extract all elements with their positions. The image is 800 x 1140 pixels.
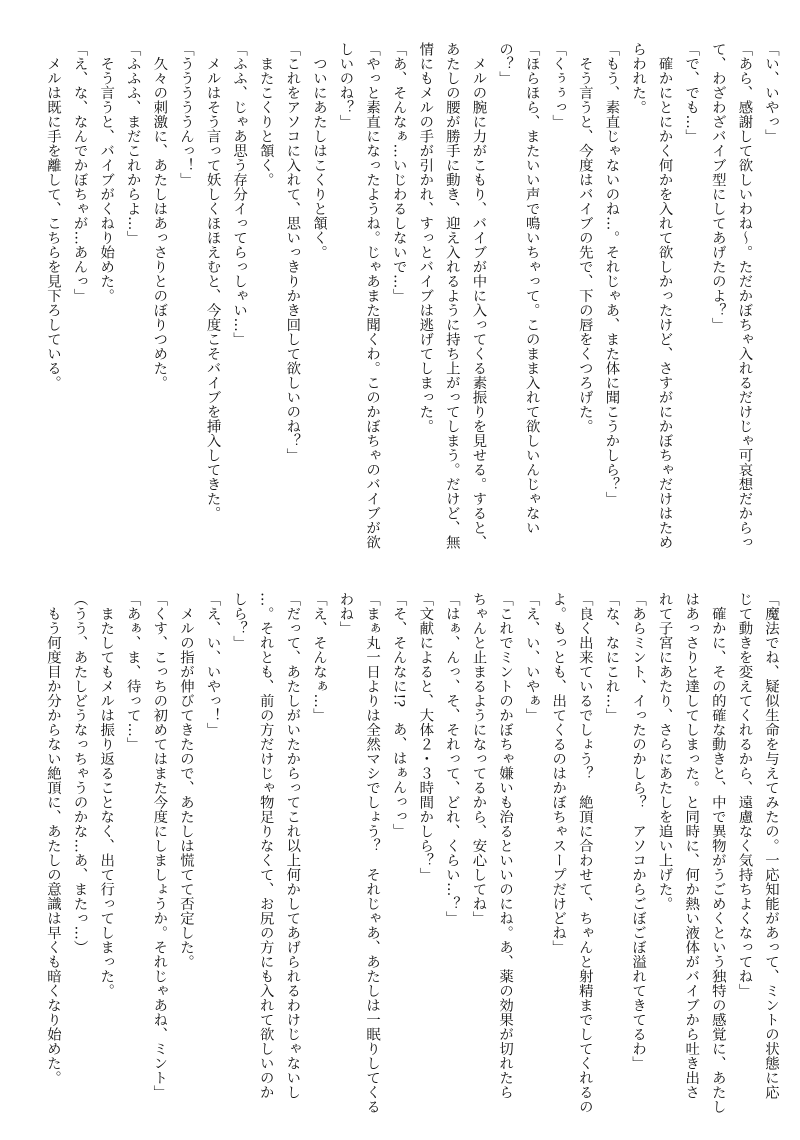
text-column: はあっさりと達してしまった。と同時に、何か熱い液体がバイブから吐き出さ bbox=[683, 592, 700, 1100]
text-column: 「い、いやっ」 bbox=[763, 42, 779, 144]
text-column: 確かに、その的確な動きと、中で異物がうごめくという独特の感覚に、あたし bbox=[709, 592, 726, 1114]
text-column: 「良く出来ているでしょう？ 絶頂に合わせて、ちゃんと射精までしてくれるの bbox=[576, 592, 593, 1114]
text-column: またこくりと頷く。 bbox=[257, 42, 274, 187]
text-column: らわれた。 bbox=[630, 42, 647, 115]
text-column: メルは既に手を離して、こちらを見下ろしている。 bbox=[44, 42, 61, 390]
text-column: 「くぅぅっ」 bbox=[550, 42, 567, 129]
text-column: 「あぁ、ま、待って…」 bbox=[124, 592, 141, 752]
text-column: て、わざわざバイブ型にしてあげたのよ？」 bbox=[709, 42, 726, 332]
text-column: あたしの腰が勝手に動き、迎え入れるように持ち上がってしまう。だけど、無 bbox=[443, 42, 460, 550]
text-column: 「これでミントのかぼちゃ嫌いも治るといいのにね。あ、薬の効果が切れたら bbox=[497, 592, 514, 1100]
text-column: そう言うと、バイブがくねり始めた。 bbox=[98, 42, 115, 303]
text-column: 「これをアソコに入れて、思いっきりかき回して欲しいのね？」 bbox=[284, 42, 301, 463]
text-column: 「え、そんなぁ…」 bbox=[310, 592, 327, 723]
text-column: 「そ、そんなに!? あ、はぁんっっ」 bbox=[390, 592, 407, 838]
text-column: 「え、い、いやぁ」 bbox=[523, 592, 540, 723]
text-column: （うう、あたしどうなっちゃうのかな…あ、またっ…） bbox=[71, 592, 88, 955]
text-column: 「え、な、なんでかぼちゃが…あんっ」 bbox=[71, 42, 88, 303]
text-column: 「あらミント、イったのかしら？ アソコからごぼごぼ溢れてきてるわ」 bbox=[630, 592, 647, 1071]
text-column: 「魔法でね、疑似生命を与えてみたの。一応知能があって、ミントの状態に応 bbox=[763, 592, 779, 1100]
text-column: よ。もっとも、出てくるのはかぼちゃスープだけどね」 bbox=[550, 592, 567, 955]
text-column: の？」 bbox=[497, 42, 514, 86]
text-column: 情にもメルの手が引かれ、すっとバイブは逃げてしまった。 bbox=[417, 42, 434, 434]
text-column: 「もう、素直じゃないのね…。それじゃあ、また体に聞こうかしら？」 bbox=[603, 42, 620, 506]
text-column: 「文献によると、大体２・３時間かしら？」 bbox=[417, 592, 434, 882]
text-column: 「はぁ、んっ、そ、それって、どれ、くらい…？」 bbox=[443, 592, 460, 926]
text-column: れて子宮にあたり、さらにあたしを追い上げた。 bbox=[656, 592, 673, 911]
text-column: 「だって、あたしがいたからってこれ以上何かしてあげられるわけじゃないし bbox=[284, 592, 301, 1100]
text-column: 「くす、こっちの初めてはまた今度にしましょうか。それじゃあね、ミント」 bbox=[151, 592, 168, 1100]
text-column: じて動きを変えてくれるから、遠慮なく気持ちよくなってね」 bbox=[736, 592, 753, 998]
text-column: 「ふふふ、まだこれからよ…」 bbox=[124, 42, 141, 245]
text-column: メルはそう言って妖しくほほえむと、今度こそバイブを挿入してきた。 bbox=[204, 42, 221, 521]
text-column: 久々の刺激に、あたしはあっさりとのぼりつめた。 bbox=[151, 42, 168, 390]
text-column: メルの指が伸びてきたので、あたしは慌てて否定した。 bbox=[177, 592, 194, 969]
upper-text-block bbox=[34, 42, 784, 550]
text-column: 「うううううんっ！」 bbox=[177, 42, 194, 187]
text-column: 「ふふ、じゃあ思う存分イってらっしゃい…」 bbox=[231, 42, 248, 347]
text-column: しら？」 bbox=[231, 592, 248, 650]
text-column: またしてもメルは振り返ることなく、出て行ってしまった。 bbox=[98, 592, 115, 998]
text-column: 「で、でも…」 bbox=[683, 42, 700, 144]
text-column: ついにあたしはこくりと頷く。 bbox=[310, 42, 327, 260]
lower-text-block bbox=[34, 592, 784, 1114]
text-column: ちゃんと止まるようになってるから、安心してね」 bbox=[470, 592, 487, 926]
text-column: もう何度目か分からない絶頂に、あたしの意識は早くも暗くなり始めた。 bbox=[44, 592, 61, 1085]
text-column: 「やっと素直になったようね。じゃあまた聞くわ。このかぼちゃのバイブが欲 bbox=[364, 42, 381, 550]
text-column: メルの腕に力がこもり、バイブが中に入ってくる素振りを見せる。すると、 bbox=[470, 42, 487, 550]
text-column: 「あら、感謝して欲しいわね～。ただかぼちゃ入れるだけじゃ可哀想だからっ bbox=[736, 42, 753, 550]
text-column: 「あ、そんなぁ…いじわるしないで…」 bbox=[390, 42, 407, 303]
text-column: そう言うと、今度はバイブの先で、下の唇をくつろげた。 bbox=[576, 42, 593, 434]
text-column: わね」 bbox=[337, 592, 354, 636]
text-column: …。それとも、前の方だけじゃ物足りなくて、お尻の方にも入れて欲しいのか bbox=[257, 592, 274, 1100]
text-column: 「まぁ丸一日よりは全然マシでしょう？ それじゃあ、あたしは一眠りしてくる bbox=[364, 592, 381, 1114]
text-column: 「ほらほら、またいい声で鳴いちゃって。このまま入れて欲しいんじゃない bbox=[523, 42, 540, 535]
text-column: 確かにとにかく何かを入れて欲しかったけど、さすがにかぼちゃだけはため bbox=[656, 42, 673, 550]
text-column: 「な、なにこれ…」 bbox=[603, 592, 620, 723]
text-column: 「え、い、いやっ！」 bbox=[204, 592, 221, 737]
text-column: しいのね？」 bbox=[337, 42, 354, 129]
